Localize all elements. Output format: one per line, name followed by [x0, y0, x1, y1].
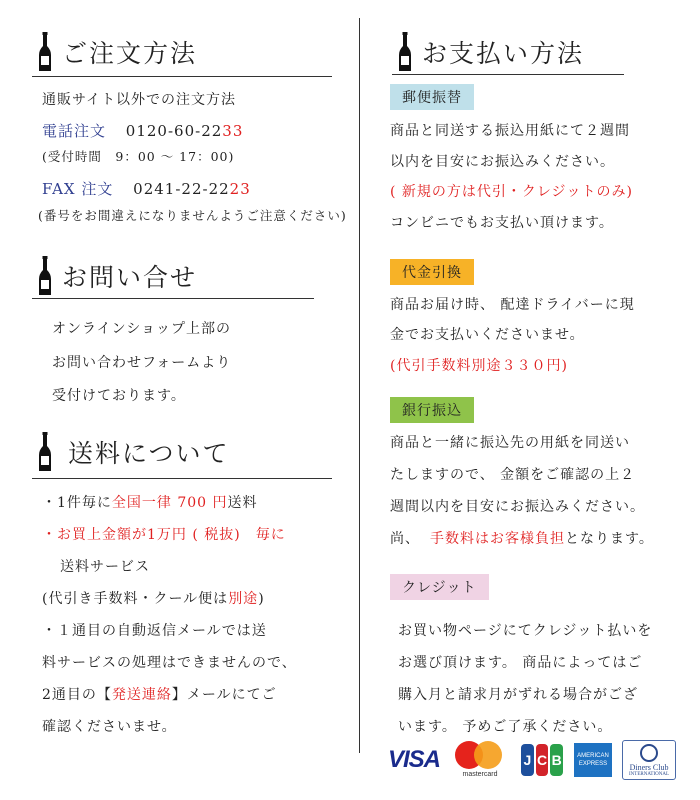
inquiry-line: オンラインショップ上部の: [52, 321, 231, 337]
sake-bottle-icon: [38, 256, 52, 296]
payment-title: お支払い方法: [422, 39, 585, 68]
sake-bottle-icon: [38, 432, 52, 472]
sake-bottle-icon: [398, 32, 412, 72]
payment-section-title: [398, 32, 584, 72]
cod-line: 金でお支払いくださいませ。: [390, 327, 585, 343]
inquiry-title-rule: [32, 298, 314, 299]
cod-line: 商品お届け時、 配達ドライバーに現: [390, 297, 635, 313]
shipping-title: 送料について: [68, 439, 230, 468]
order-title-rule: [32, 76, 332, 77]
diners-club-logo: Diners Club INTERNATIONAL: [622, 740, 676, 780]
cod-fee-note: (代引手数料別途３３０円): [390, 358, 568, 374]
inquiry-line: 受付けております。: [52, 388, 186, 404]
shipping-line-5: ・１通目の自動返信メールでは送: [42, 623, 267, 639]
credit-line: 購入月と請求月がずれる場合がござ: [398, 687, 638, 703]
order-intro: 通販サイト以外での注文方法: [42, 92, 237, 108]
bank-line: たしますので、 金額をご確認の上２: [390, 467, 636, 483]
postal-transfer-label: 郵便振替: [390, 84, 474, 110]
column-divider: [359, 18, 360, 753]
mastercard-logo: mastercard: [450, 738, 510, 782]
card-logos: [388, 738, 676, 782]
credit-line: お選び頂けます。 商品によってはご: [398, 655, 643, 671]
amex-logo: AMERICAN EXPRESS: [574, 743, 612, 777]
cod-label: 代金引換: [390, 259, 474, 285]
bank-line: 週間以内を目安にお振込みください。: [390, 499, 645, 515]
fax-label: FAX 注文: [42, 180, 114, 198]
inquiry-section-title: [38, 256, 197, 296]
shipping-line-3: 送料サービス: [60, 559, 150, 575]
postal-line: コンビニでもお支払い頂けます。: [390, 215, 614, 231]
fax-number: 0241-22-2223: [133, 180, 251, 198]
postal-line: 以内を目安にお振込みください。: [390, 154, 615, 170]
order-section-title: [38, 32, 197, 72]
tel-number: 0120-60-2233: [125, 122, 244, 140]
bank-transfer-label: 銀行振込: [390, 397, 474, 423]
shipping-line-4: (代引き手数料・クール便は別途): [42, 591, 265, 607]
visa-logo: VISA: [388, 746, 441, 773]
credit-line: います。 予めご了承ください。: [398, 719, 613, 735]
tel-label: 電話注文: [42, 122, 107, 140]
shipping-line-1: ・1件毎に全国一律 700 円送料: [42, 495, 258, 511]
inquiry-line: お問い合わせフォームより: [52, 355, 232, 371]
bank-fee-line: 尚、 手数料はお客様負担となります。: [390, 531, 654, 547]
postal-note: ( 新規の方は代引・クレジットのみ): [390, 184, 634, 200]
fax-note: (番号をお間違えになりませんようご注意ください): [38, 208, 347, 223]
shipping-line-6: 料サービスの処理はできませんので、: [42, 655, 297, 671]
sake-bottle-icon: [38, 32, 52, 72]
credit-label: クレジット: [390, 574, 489, 600]
shipping-title-rule: [32, 478, 332, 479]
bank-line: 商品と一緒に振込先の用紙を同送い: [390, 435, 630, 451]
fax-order-row: [42, 178, 251, 199]
inquiry-title: お問い合せ: [62, 263, 198, 292]
shipping-section-title: [38, 432, 230, 472]
tel-hours: (受付時間 9：00 ～ 17：00): [42, 149, 235, 164]
credit-line: お買い物ページにてクレジット払いを: [398, 623, 653, 639]
order-title: ご注文方法: [62, 39, 198, 68]
shipping-line-8: 確認くださいませ。: [42, 719, 177, 735]
postal-line: 商品と同送する振込用紙にて２週間: [390, 123, 630, 139]
tel-order-row: [42, 120, 243, 141]
payment-title-rule: [392, 74, 624, 75]
jcb-logo: J C B: [520, 744, 564, 776]
shipping-line-7: 2通目の【発送連絡】メールにてご: [42, 687, 277, 703]
shipping-line-2: ・お買上金額が1万円 ( 税抜) 毎に: [42, 527, 286, 543]
